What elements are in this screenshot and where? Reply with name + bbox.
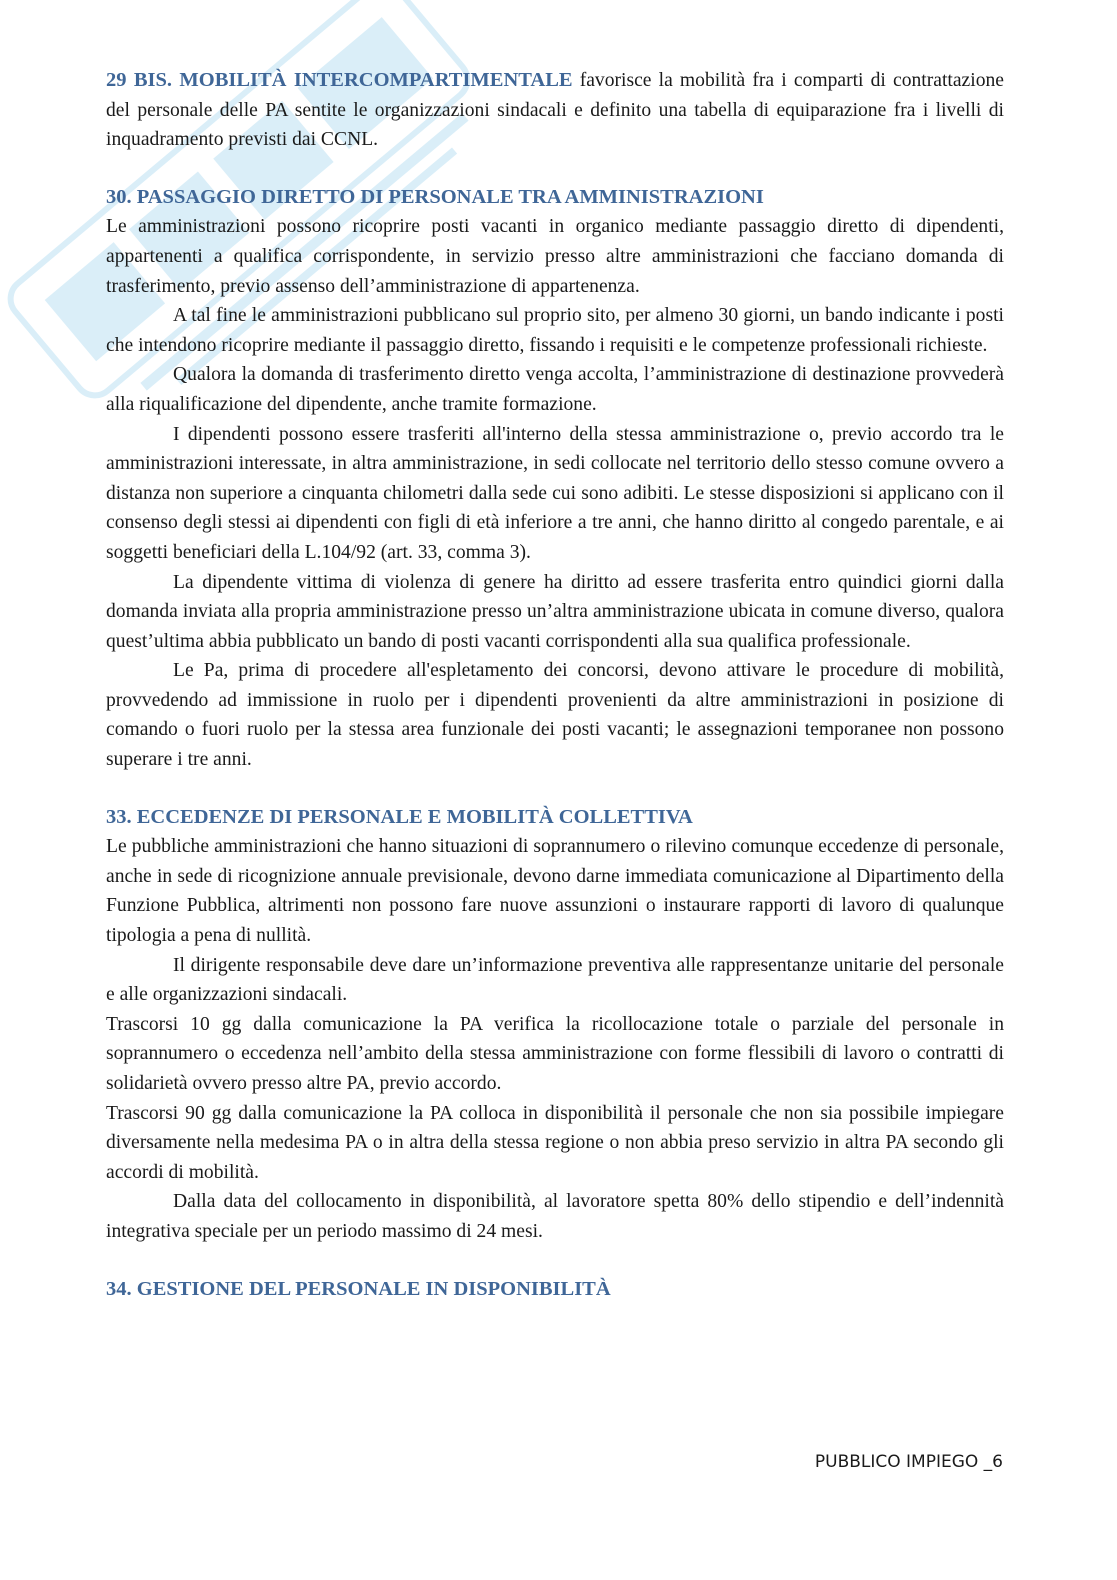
section-30-paragraph: I dipendenti possono essere trasferiti all'interno della stessa amministrazione o, previo accordo tra le amministrazioni interessate, in altra amministrazione, in sedi collocate nel territorio dello stesso comune ovvero a distanza non superiore a cinquanta chilometri dalla sede cui sono adibiti. Le stesse disposizioni si applicano con il consenso degli stessi ai dipendenti con figli di età inferiore a tre anni, che hanno diritto al congedo parentale, e ai soggetti beneficiari della L.104/92 (art. 33, comma 3). bbox=[106, 423, 1004, 563]
section-29bis-text: favorisce la mobilità fra i comparti di contrattazione del personale delle PA sentite le organizzazioni sindacali e definito una tabella di equiparazione fra i livelli di inquadramento previsti dai CCNL. bbox=[106, 70, 1004, 151]
section-30-paragraph: La dipendente vittima di violenza di genere ha diritto ad essere trasferita entro quindici giorni dalla domanda inviata alla propria amministrazione presso un’altra amministrazione ubicata in comune diverso, qualora quest’ultima abbia pubblicato un bando di posti vacanti corrispondenti alla sua qualifica professionale. bbox=[106, 571, 1004, 652]
section-33-paragraph: Trascorsi 90 gg dalla comunicazione la PA colloca in disponibilità il personale che non sia possibile impiegare diversamente nella medesima PA o in altra della stessa regione o non abbia preso servizio in altra PA secondo gli accordi di mobilità. bbox=[106, 1102, 1004, 1183]
section-33-paragraph: Dalla data del collocamento in disponibilità, al lavoratore spetta 80% dello stipendio e dell’indennità integrativa speciale per un periodo massimo di 24 mesi. bbox=[106, 1191, 1004, 1242]
section-30-paragraph: Le Pa, prima di procedere all'espletamento dei concorsi, devono attivare le procedure di mobilità, provvedendo ad immissione in ruolo per i dipendenti provenienti da altre amministrazioni in posizione di comando o fuori ruolo per la stessa area funzionale dei posti vacanti; le assegnazioni temporanee non possono superare i tre anni. bbox=[106, 660, 1004, 771]
section-30-heading: 30. PASSAGGIO DIRETTO DI PERSONALE TRA AMMINISTRAZIONI bbox=[106, 185, 764, 208]
section-33-paragraph: Trascorsi 10 gg dalla comunicazione la PA verifica la ricollocazione totale o parziale del personale in soprannumero o eccedenza nell’ambito della stessa amministrazione con forme flessibili di lavoro o contratti di solidarietà ovvero presso altre PA, previo accordo. bbox=[106, 1013, 1004, 1094]
section-33-paragraph: Il dirigente responsabile deve dare un’informazione preventiva alle rappresentanze unitarie del personale e alle organizzazioni sindacali. bbox=[106, 954, 1004, 1006]
section-33-heading: 33. ECCEDENZE DI PERSONALE E MOBILITÀ COLLETTIVA bbox=[106, 805, 693, 828]
section-30-paragraph: Le amministrazioni possono ricoprire posti vacanti in organico mediante passaggio diretto di dipendenti, appartenenti a qualifica corrispondente, in servizio presso altre amministrazioni che facciano domanda di trasferimento, previo assenso dell’amministrazione di appartenenza. bbox=[106, 216, 1004, 297]
section-30-paragraph: Qualora la domanda di trasferimento diretto venga accolta, l’amministrazione di destinazione provvederà alla riqualificazione del dipendente, anche tramite formazione. bbox=[106, 364, 1004, 415]
section-30-paragraph: A tal fine le amministrazioni pubblicano sul proprio sito, per almeno 30 giorni, un bando indicante i posti che intendono ricoprire mediante il passaggio diretto, fissando i requisiti e le competenze professionali richieste. bbox=[106, 305, 1004, 356]
section-29bis-paragraph bbox=[106, 66, 1004, 155]
document-page bbox=[106, 66, 1004, 1304]
section-29bis-heading: 29 BIS. MOBILITÀ INTERCOMPARTIMENTALE bbox=[106, 69, 573, 91]
section-33-paragraph: Le pubbliche amministrazioni che hanno situazioni di soprannumero o rilevino comunque eccedenze di personale, anche in sede di ricognizione annuale previsionale, devono darne immediata comunicazione al Dipartimento della Funzione Pubblica, altrimenti non possono fare nuove assunzioni o instaurare rapporti di lavoro di qualunque tipologia a pena di nullità. bbox=[106, 836, 1004, 947]
section-34-heading: 34. GESTIONE DEL PERSONALE IN DISPONIBILITÀ bbox=[106, 1277, 611, 1300]
page-footer: PUBBLICO IMPIEGO _6 bbox=[814, 1452, 1003, 1472]
